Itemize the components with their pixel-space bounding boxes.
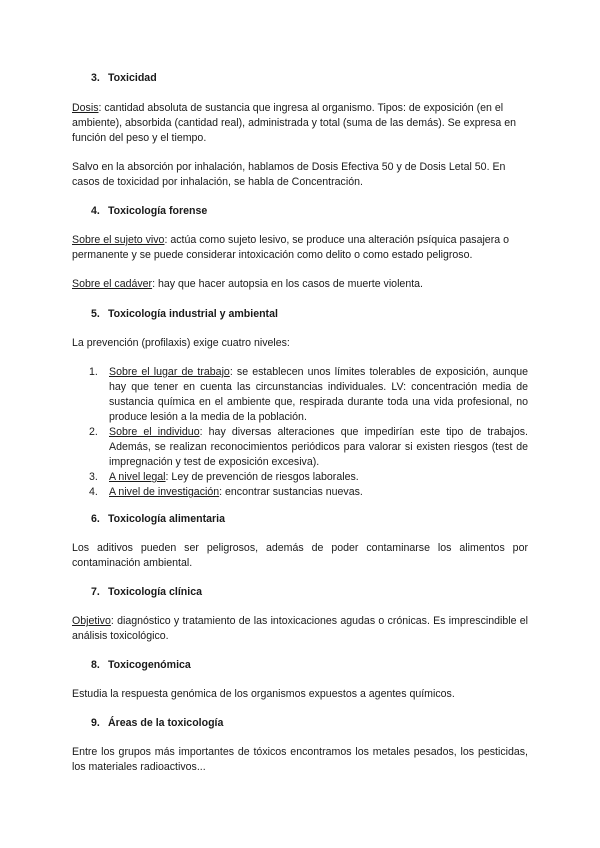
list-text: : Ley de prevención de riesgos laborales. — [165, 471, 359, 483]
paragraph-grupos-toxicos — [72, 745, 528, 775]
list-number: 3. — [89, 471, 98, 483]
paragraph-dosis — [72, 101, 528, 146]
heading-areas-toxicologia — [91, 716, 223, 731]
heading-title: Toxicología alimentaria — [108, 513, 225, 525]
heading-number: 5. — [91, 308, 100, 320]
heading-toxicologia-clinica — [91, 585, 202, 600]
heading-number: 8. — [91, 659, 100, 671]
heading-title: Toxicología forense — [108, 205, 208, 217]
heading-toxicologia-industrial — [91, 307, 278, 322]
heading-number: 6. — [91, 513, 100, 525]
list-item — [72, 425, 528, 470]
paragraph-text: Estudia la respuesta genómica de los organismos expuestos a agentes químicos. — [72, 688, 455, 700]
term-sujeto-vivo: Sobre el sujeto vivo — [72, 234, 165, 246]
list-item — [72, 470, 528, 485]
list-number: 1. — [89, 366, 98, 378]
paragraph-respuesta-genomica — [72, 687, 528, 702]
list-text: : se establecen unos límites tolerables de exposición, aunque hay que tener en cuenta las circunstancias individuales. LV: concentración media de sustancia química en el ambiente que, respirada durante toda una vida profesional, no produce lesión a la media de la población. — [109, 366, 528, 423]
list-number: 2. — [89, 426, 98, 438]
paragraph-text: La prevención (profilaxis) exige cuatro niveles: — [72, 337, 290, 349]
paragraph-text: : cantidad absoluta de sustancia que ingresa al organismo. Tipos: de exposición (en el ambiente), absorbida (cantidad real), administrada y total (suma de las demás). Se expresa en función del peso y el tiempo. — [72, 102, 516, 144]
heading-title: Toxicogenómica — [108, 659, 191, 671]
paragraph-text: : diagnóstico y tratamiento de las intoxicaciones agudas o crónicas. Es imprescindible el análisis toxicológico. — [72, 615, 528, 642]
paragraph-inhalacion — [72, 160, 528, 190]
paragraph-cadaver — [72, 277, 528, 292]
list-text: : hay diversas alteraciones que impedirían este tipo de trabajos. Además, se realizan reconocimientos periódicos para valorar si existen riesgos (test de impregnación y test de exposición excesiva). — [109, 426, 528, 468]
list-term: Sobre el individuo — [109, 426, 200, 438]
paragraph-text: Entre los grupos más importantes de tóxicos encontramos los metales pesados, los pesticidas, los materiales radioactivos... — [72, 746, 528, 773]
term-objetivo: Objetivo — [72, 615, 111, 627]
heading-title: Áreas de la toxicología — [108, 717, 224, 729]
heading-toxicidad — [91, 71, 157, 86]
prevention-levels-list — [72, 365, 528, 500]
heading-title: Toxicidad — [108, 72, 157, 84]
heading-number: 9. — [91, 717, 100, 729]
heading-number: 4. — [91, 205, 100, 217]
list-number: 4. — [89, 486, 98, 498]
heading-toxicologia-forense — [91, 204, 207, 219]
heading-title: Toxicología clínica — [108, 586, 202, 598]
paragraph-prevencion — [72, 336, 528, 351]
heading-title: Toxicología industrial y ambiental — [108, 308, 278, 320]
list-text: : encontrar sustancias nuevas. — [219, 486, 363, 498]
paragraph-sujeto-vivo — [72, 233, 528, 263]
paragraph-text: Salvo en la absorción por inhalación, hablamos de Dosis Efectiva 50 y de Dosis Letal 50. En casos de toxicidad por inhalación, se habla de Concentración. — [72, 161, 506, 188]
paragraph-text: : actúa como sujeto lesivo, se produce una alteración psíquica pasajera o permanente y se puede considerar intoxicación como delito o como estado peligroso. — [72, 234, 509, 261]
heading-number: 3. — [91, 72, 100, 84]
paragraph-aditivos — [72, 541, 528, 571]
term-dosis: Dosis — [72, 102, 99, 114]
list-term: A nivel de investigación — [109, 486, 220, 498]
heading-toxicologia-alimentaria — [91, 512, 225, 527]
paragraph-objetivo — [72, 614, 528, 644]
paragraph-text: Los aditivos pueden ser peligrosos, además de poder contaminarse los alimentos por contaminación ambiental. — [72, 542, 528, 569]
list-item — [72, 365, 528, 425]
term-cadaver: Sobre el cadáver — [72, 278, 153, 290]
list-term: A nivel legal — [109, 471, 166, 483]
heading-toxicogenomica — [91, 658, 191, 673]
heading-number: 7. — [91, 586, 100, 598]
list-item — [72, 485, 528, 500]
list-term: Sobre el lugar de trabajo — [109, 366, 230, 378]
paragraph-text: : hay que hacer autopsia en los casos de muerte violenta. — [152, 278, 423, 290]
